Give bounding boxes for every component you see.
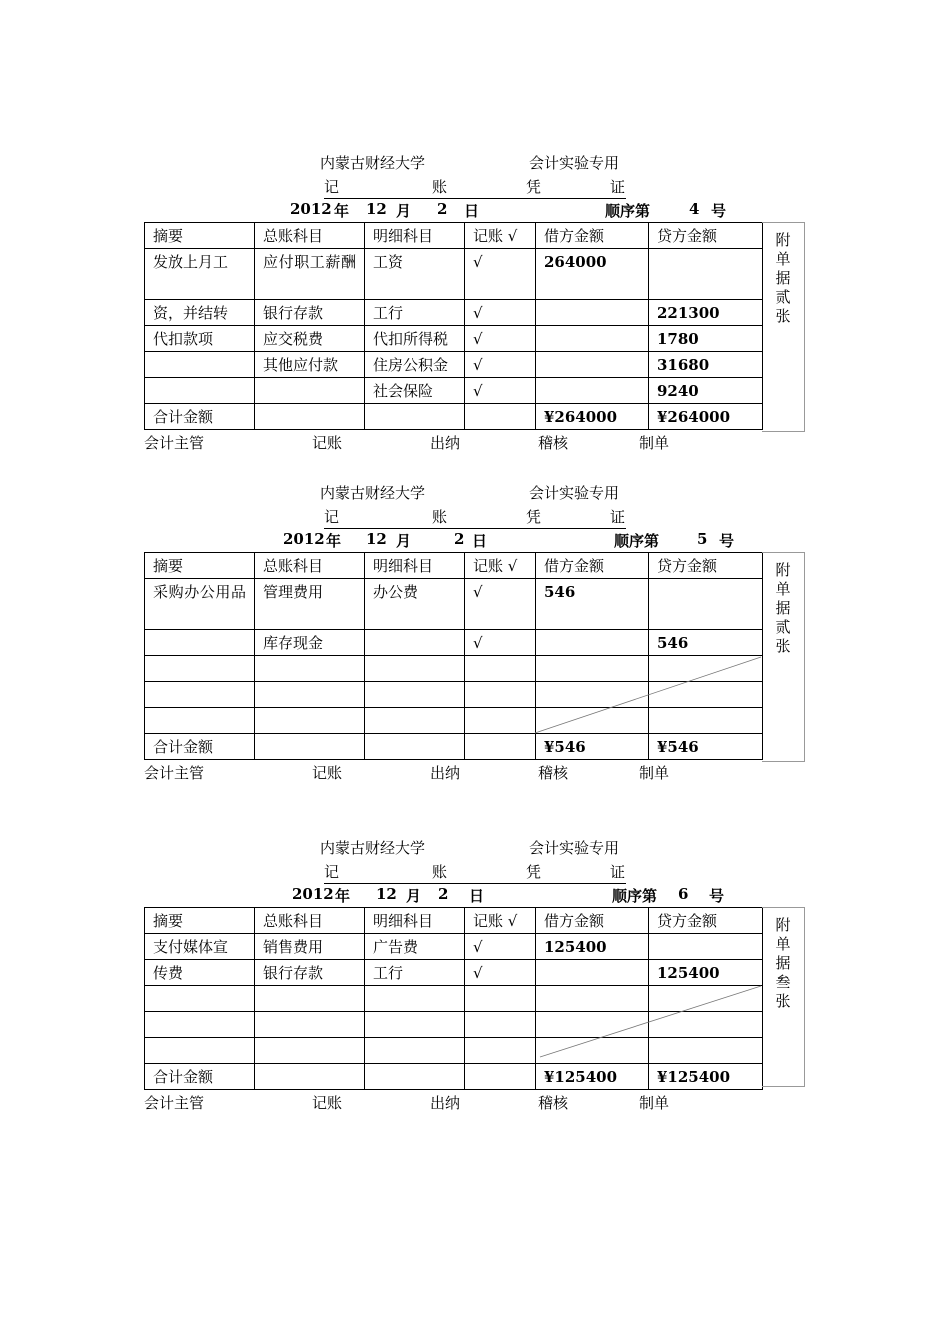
signer-auditor: 稽核 <box>538 1094 569 1112</box>
year: 2012 <box>290 200 332 218</box>
attach-char: 单 <box>775 250 791 268</box>
month-unit: 月 <box>396 202 412 220</box>
table-row <box>145 986 763 1012</box>
general-account-cell <box>255 986 365 1012</box>
sequence-number: 5 <box>697 530 708 548</box>
day: 2 <box>454 530 465 548</box>
posted-check-cell <box>465 986 536 1012</box>
table-row <box>145 1038 763 1064</box>
column-header: 贷方金额 <box>649 553 763 579</box>
detail-account-cell <box>365 986 465 1012</box>
credit-cell <box>649 656 763 682</box>
posted-check-cell <box>465 1012 536 1038</box>
total-label: 合计金额 <box>145 1064 255 1090</box>
total-row <box>145 734 763 760</box>
debit-cell: 264000 <box>536 249 649 300</box>
signer-supervisor: 会计主管 <box>144 1094 205 1112</box>
summary-cell <box>145 986 255 1012</box>
column-header: 贷方金额 <box>649 223 763 249</box>
general-account-cell <box>255 708 365 734</box>
table-row <box>145 300 763 326</box>
debit-cell: 546 <box>536 579 649 630</box>
credit-cell <box>649 249 763 300</box>
total-row <box>145 1064 763 1090</box>
empty-cell <box>255 1064 365 1090</box>
detail-account-cell: 工行 <box>365 300 465 326</box>
attach-char: 单 <box>775 580 791 598</box>
table-header-row <box>145 908 763 934</box>
total-debit: ¥125400 <box>536 1064 649 1090</box>
signer-auditor: 稽核 <box>538 434 569 452</box>
signer-bookkeeper: 记账 <box>312 434 343 452</box>
detail-account-cell: 代扣所得税 <box>365 326 465 352</box>
table-row <box>145 326 763 352</box>
voucher-table <box>144 222 763 430</box>
posted-check-cell: √ <box>465 960 536 986</box>
summary-cell: 支付媒体宣 <box>145 934 255 960</box>
general-account-cell: 银行存款 <box>255 960 365 986</box>
detail-account-cell <box>365 1012 465 1038</box>
title-char: 账 <box>432 508 448 526</box>
title-char: 账 <box>432 863 448 881</box>
credit-cell: 125400 <box>649 960 763 986</box>
general-account-cell: 库存现金 <box>255 630 365 656</box>
table-row <box>145 249 763 300</box>
credit-cell: 546 <box>649 630 763 656</box>
school-name: 内蒙古财经大学 <box>320 839 426 857</box>
signer-cashier: 出纳 <box>430 764 461 782</box>
day: 2 <box>438 885 449 903</box>
summary-cell: 资，并结转 <box>145 300 255 326</box>
summary-cell: 代扣款项 <box>145 326 255 352</box>
attach-char: 附 <box>775 916 791 934</box>
year: 2012 <box>292 885 334 903</box>
empty-cell <box>365 734 465 760</box>
attach-char: 据 <box>775 269 791 287</box>
summary-cell: 传费 <box>145 960 255 986</box>
voucher-date-line <box>144 530 806 552</box>
table-row <box>145 656 763 682</box>
debit-cell <box>536 960 649 986</box>
empty-cell <box>365 404 465 430</box>
column-header: 记账 √ <box>465 553 536 579</box>
debit-cell <box>536 630 649 656</box>
year-unit: 年 <box>335 887 351 905</box>
column-header: 摘要 <box>145 553 255 579</box>
school-name: 内蒙古财经大学 <box>320 484 426 502</box>
general-account-cell <box>255 1012 365 1038</box>
signers-line <box>144 432 806 454</box>
table-row <box>145 934 763 960</box>
voucher-header <box>144 837 806 859</box>
total-label: 合计金额 <box>145 404 255 430</box>
signers-line <box>144 1092 806 1114</box>
table-header-row <box>145 223 763 249</box>
column-header: 借方金额 <box>536 223 649 249</box>
credit-cell <box>649 682 763 708</box>
month-unit: 月 <box>406 887 422 905</box>
title-char: 凭 <box>526 863 542 881</box>
general-account-cell: 管理费用 <box>255 579 365 630</box>
sequence-unit: 号 <box>709 887 725 905</box>
detail-account-cell: 工行 <box>365 960 465 986</box>
title-char: 记 <box>324 508 340 526</box>
voucher-title <box>324 861 626 884</box>
summary-cell <box>145 682 255 708</box>
column-header: 总账科目 <box>255 553 365 579</box>
posted-check-cell: √ <box>465 934 536 960</box>
debit-cell <box>536 1038 649 1064</box>
sequence-label: 顺序第 <box>605 202 651 220</box>
summary-cell <box>145 1012 255 1038</box>
table-header-row <box>145 553 763 579</box>
school-name: 内蒙古财经大学 <box>320 154 426 172</box>
table-row <box>145 708 763 734</box>
general-account-cell: 银行存款 <box>255 300 365 326</box>
special-use-label: 会计实验专用 <box>529 154 620 172</box>
column-header: 摘要 <box>145 908 255 934</box>
attach-char: 据 <box>775 599 791 617</box>
column-header: 贷方金额 <box>649 908 763 934</box>
column-header: 摘要 <box>145 223 255 249</box>
attachment-count <box>762 222 805 432</box>
sequence-label: 顺序第 <box>612 887 658 905</box>
title-char: 证 <box>610 508 626 526</box>
total-debit: ¥264000 <box>536 404 649 430</box>
attach-char: 张 <box>775 992 791 1010</box>
signer-bookkeeper: 记账 <box>312 764 343 782</box>
posted-check-cell: √ <box>465 630 536 656</box>
signer-preparer: 制单 <box>639 434 670 452</box>
column-header: 记账 √ <box>465 908 536 934</box>
posted-check-cell: √ <box>465 326 536 352</box>
day-unit: 日 <box>469 887 485 905</box>
total-row <box>145 404 763 430</box>
voucher-title <box>324 176 626 199</box>
sequence-number: 6 <box>678 885 689 903</box>
posted-check-cell <box>465 656 536 682</box>
day-unit: 日 <box>464 202 480 220</box>
voucher-table <box>144 907 763 1090</box>
table-row <box>145 682 763 708</box>
summary-cell <box>145 656 255 682</box>
debit-cell <box>536 682 649 708</box>
month-unit: 月 <box>396 532 412 550</box>
credit-cell <box>649 1012 763 1038</box>
attach-char: 单 <box>775 935 791 953</box>
month: 12 <box>376 885 397 903</box>
debit-cell <box>536 708 649 734</box>
detail-account-cell: 社会保险 <box>365 378 465 404</box>
title-char: 证 <box>610 178 626 196</box>
sequence-unit: 号 <box>711 202 727 220</box>
title-char: 记 <box>324 863 340 881</box>
empty-cell <box>255 734 365 760</box>
credit-cell <box>649 986 763 1012</box>
general-account-cell <box>255 682 365 708</box>
credit-cell: 221300 <box>649 300 763 326</box>
debit-cell <box>536 986 649 1012</box>
summary-cell <box>145 378 255 404</box>
day-unit: 日 <box>472 532 488 550</box>
attach-char: 附 <box>775 231 791 249</box>
signer-preparer: 制单 <box>639 1094 670 1112</box>
voucher-table <box>144 552 763 760</box>
month: 12 <box>366 530 387 548</box>
debit-cell <box>536 326 649 352</box>
special-use-label: 会计实验专用 <box>529 839 620 857</box>
sequence-label: 顺序第 <box>614 532 660 550</box>
posted-check-cell: √ <box>465 249 536 300</box>
general-account-cell: 应交税费 <box>255 326 365 352</box>
total-debit: ¥546 <box>536 734 649 760</box>
detail-account-cell <box>365 656 465 682</box>
voucher-date-line <box>144 885 806 907</box>
year: 2012 <box>283 530 325 548</box>
title-char: 账 <box>432 178 448 196</box>
signer-supervisor: 会计主管 <box>144 764 205 782</box>
column-header: 借方金额 <box>536 908 649 934</box>
credit-cell <box>649 1038 763 1064</box>
credit-cell <box>649 708 763 734</box>
posted-check-cell <box>465 1038 536 1064</box>
table-row <box>145 352 763 378</box>
title-char: 凭 <box>526 178 542 196</box>
summary-cell <box>145 352 255 378</box>
detail-account-cell: 住房公积金 <box>365 352 465 378</box>
signer-preparer: 制单 <box>639 764 670 782</box>
posted-check-cell: √ <box>465 352 536 378</box>
special-use-label: 会计实验专用 <box>529 484 620 502</box>
credit-cell <box>649 934 763 960</box>
detail-account-cell <box>365 1038 465 1064</box>
table-row <box>145 378 763 404</box>
total-credit: ¥546 <box>649 734 763 760</box>
posted-check-cell: √ <box>465 378 536 404</box>
voucher-header <box>144 482 806 504</box>
title-char: 记 <box>324 178 340 196</box>
empty-cell <box>465 1064 536 1090</box>
debit-cell <box>536 352 649 378</box>
column-header: 总账科目 <box>255 908 365 934</box>
summary-cell <box>145 1038 255 1064</box>
summary-cell: 发放上月工 <box>145 249 255 300</box>
signer-bookkeeper: 记账 <box>312 1094 343 1112</box>
posted-check-cell <box>465 682 536 708</box>
sequence-number: 4 <box>689 200 700 218</box>
attachment-count <box>762 552 805 762</box>
column-header: 总账科目 <box>255 223 365 249</box>
attach-char: 贰 <box>775 288 791 306</box>
voucher-4 <box>144 152 806 462</box>
posted-check-cell: √ <box>465 300 536 326</box>
general-account-cell <box>255 378 365 404</box>
credit-cell: 1780 <box>649 326 763 352</box>
year-unit: 年 <box>334 202 350 220</box>
voucher-title <box>324 506 626 529</box>
signer-cashier: 出纳 <box>430 1094 461 1112</box>
empty-cell <box>255 404 365 430</box>
summary-cell <box>145 708 255 734</box>
detail-account-cell: 广告费 <box>365 934 465 960</box>
title-char: 证 <box>610 863 626 881</box>
attach-char: 附 <box>775 561 791 579</box>
total-credit: ¥264000 <box>649 404 763 430</box>
attach-char: 据 <box>775 954 791 972</box>
general-account-cell <box>255 1038 365 1064</box>
signer-cashier: 出纳 <box>430 434 461 452</box>
detail-account-cell <box>365 708 465 734</box>
debit-cell <box>536 378 649 404</box>
month: 12 <box>366 200 387 218</box>
posted-check-cell <box>465 708 536 734</box>
table-row <box>145 579 763 630</box>
table-row <box>145 960 763 986</box>
general-account-cell: 销售费用 <box>255 934 365 960</box>
credit-cell: 9240 <box>649 378 763 404</box>
voucher-5 <box>144 482 806 792</box>
column-header: 明细科目 <box>365 553 465 579</box>
sequence-unit: 号 <box>719 532 735 550</box>
attachment-count <box>762 907 805 1087</box>
column-header: 借方金额 <box>536 553 649 579</box>
debit-cell <box>536 300 649 326</box>
signers-line <box>144 762 806 784</box>
title-char: 凭 <box>526 508 542 526</box>
general-account-cell <box>255 656 365 682</box>
total-credit: ¥125400 <box>649 1064 763 1090</box>
empty-cell <box>465 734 536 760</box>
table-row <box>145 1012 763 1038</box>
general-account-cell: 其他应付款 <box>255 352 365 378</box>
summary-cell <box>145 630 255 656</box>
attach-char: 贰 <box>775 618 791 636</box>
detail-account-cell <box>365 682 465 708</box>
empty-cell <box>365 1064 465 1090</box>
debit-cell <box>536 656 649 682</box>
signer-auditor: 稽核 <box>538 764 569 782</box>
attach-char: 张 <box>775 637 791 655</box>
credit-cell: 31680 <box>649 352 763 378</box>
column-header: 明细科目 <box>365 908 465 934</box>
table-row <box>145 630 763 656</box>
credit-cell <box>649 579 763 630</box>
column-header: 记账 √ <box>465 223 536 249</box>
year-unit: 年 <box>326 532 342 550</box>
day: 2 <box>437 200 448 218</box>
attach-char: 叁 <box>775 973 791 991</box>
attach-char: 张 <box>775 307 791 325</box>
voucher-date-line <box>144 200 806 222</box>
empty-cell <box>465 404 536 430</box>
signer-supervisor: 会计主管 <box>144 434 205 452</box>
column-header: 明细科目 <box>365 223 465 249</box>
detail-account-cell: 工资 <box>365 249 465 300</box>
debit-cell <box>536 1012 649 1038</box>
general-account-cell: 应付职工薪酬 <box>255 249 365 300</box>
voucher-header <box>144 152 806 174</box>
voucher-6 <box>144 837 806 1127</box>
detail-account-cell: 办公费 <box>365 579 465 630</box>
posted-check-cell: √ <box>465 579 536 630</box>
detail-account-cell <box>365 630 465 656</box>
debit-cell: 125400 <box>536 934 649 960</box>
summary-cell: 采购办公用品 <box>145 579 255 630</box>
total-label: 合计金额 <box>145 734 255 760</box>
